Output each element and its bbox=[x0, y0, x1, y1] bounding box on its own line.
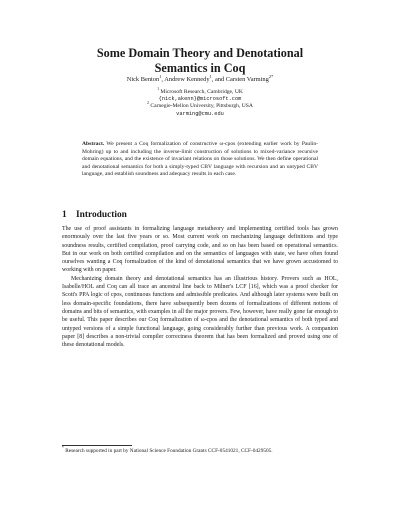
affiliation-mark: 2* bbox=[268, 73, 274, 79]
affiliation-org: Microsoft Research, Cambridge, UK bbox=[160, 89, 243, 95]
section-number: 1 bbox=[62, 210, 67, 220]
affiliation-mark: 2 bbox=[147, 101, 149, 106]
affiliation-1 bbox=[40, 89, 360, 96]
affiliation-mark: 1 bbox=[157, 87, 160, 92]
affiliation-email: varming@cmu.edu bbox=[176, 110, 224, 117]
title-line-1: Some Domain Theory and Denotational bbox=[96, 46, 304, 60]
footnote-text: Research supported in part by National Science Foundation Grants CCF-0541021, CCF-0429505. bbox=[65, 448, 273, 454]
author-name: and Carsten Varming bbox=[214, 76, 269, 83]
affiliation-email: {nick,akenn}@microsoft.com bbox=[158, 96, 242, 103]
section-heading bbox=[62, 209, 127, 221]
abstract-text: We present a Coq formalization of constructive ω-cpos (extending earlier work by Paulin-Mohring) up to and including the inverse-limit construction of solutions to mixed-variance recursive domain equations, and the existence of invariant relations on those solutions. We then define operational and denotational semantics for both a simply-typed CBV language with recursion and an untyped CBV language, and establish soundness and adequacy results in each case. bbox=[82, 141, 318, 177]
title-line-2: Semantics in Coq bbox=[154, 61, 246, 75]
footnote-mark: * bbox=[62, 446, 64, 451]
affiliation-mark: 1 bbox=[209, 73, 212, 79]
author-list: Nick Benton$^1$, Andrew Kennedy$^1$, and Carsten Varming$^{2*}$ bbox=[126, 73, 274, 83]
affiliations bbox=[40, 89, 360, 118]
author-name: Nick Benton bbox=[126, 76, 160, 83]
body-paragraph: Mechanizing domain theory and denotational semantics has an illustrious history. Provers such as HOL, Isabelle/HOL and Coq can all trace an ancestral line back to Milner's LCF [16], which was a proof checker for Scott's PPA logic of cpos, continuous functions and admissible predicates. And although later systems were built on less domain-specific foundations, there have subsequently been dozens of formalizations of different notions of domains and bits of semantics, with examples in all the major provers. Few, however, have really gone far enough to be useful. This paper describes our Coq formalization of ω-cpos and the denotational semantics of both typed and untyped versions of a simple functional language, going considerably further than previous work. A companion paper [8] describes a non-trivial compiler correctness theorem that has been formalized and proved using one of these denotational models. bbox=[62, 275, 338, 349]
affiliation-org: Carnegie-Mellon University, Pittsburgh, USA bbox=[150, 103, 253, 110]
abstract bbox=[82, 141, 318, 179]
footnote bbox=[62, 448, 338, 455]
affiliation-2 bbox=[40, 103, 360, 110]
paper-title bbox=[40, 46, 360, 76]
affiliation-mark: 1 bbox=[159, 73, 162, 79]
body-paragraph: The use of proof assistants in formalizing language metatheory and implementing certified tools has grown enormously over the last five years or so. Most current work on mechanizing language definitions and type soundness results, certified compilation, proof carrying code, and so on has been based on operational semantics. But in our work on both certified compilation and on the semantics of languages with state, we have often found ourselves wanting a Coq formalization of the kind of denotational semantics that we have grown accustomed to working with on paper. bbox=[62, 226, 338, 274]
author-name: Andrew Kennedy bbox=[164, 76, 210, 83]
abstract-label: Abstract. bbox=[82, 141, 105, 147]
section-title: Introduction bbox=[76, 210, 127, 220]
section-body bbox=[62, 225, 338, 349]
footnote-rule bbox=[62, 445, 132, 446]
